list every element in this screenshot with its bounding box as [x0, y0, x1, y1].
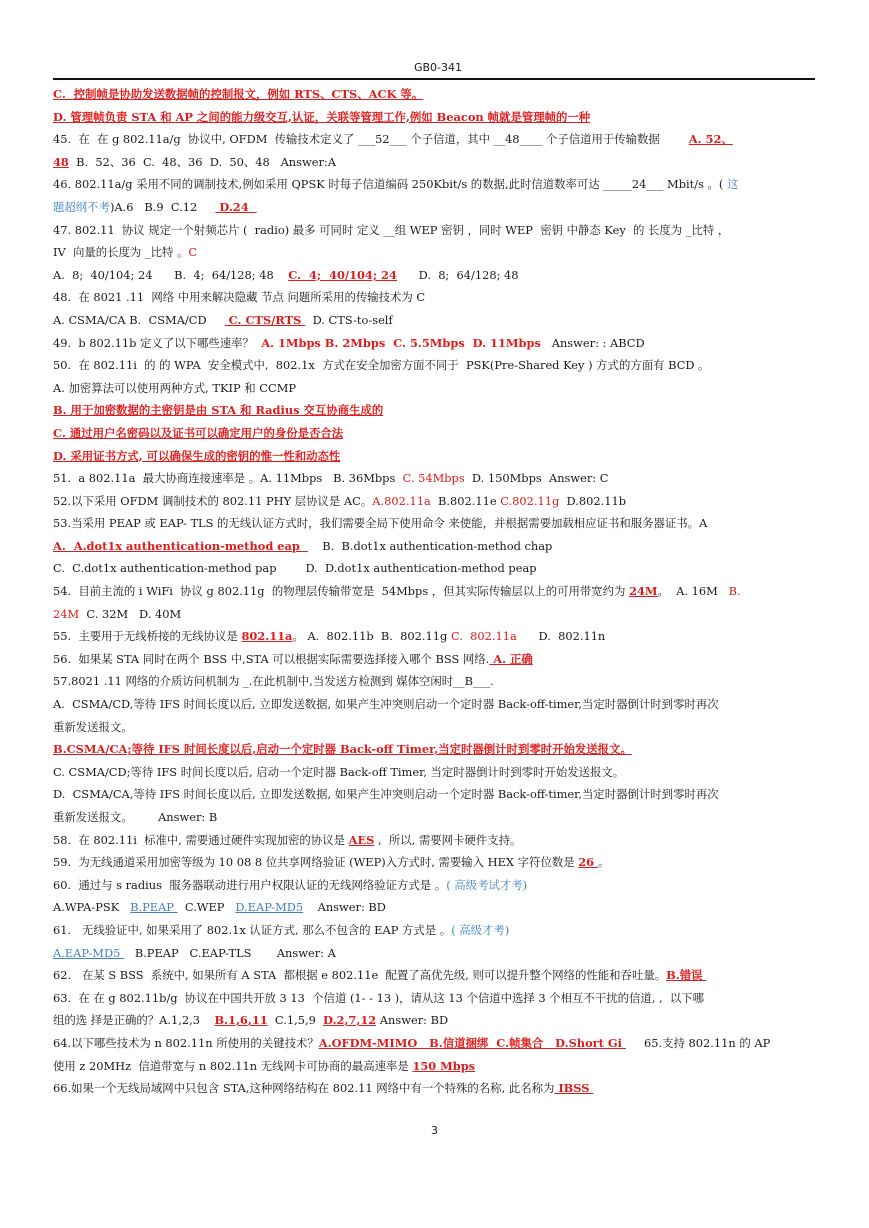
text-run: B.PEAP C.EAP-TLS Answer: A: [123, 945, 336, 960]
text-run: C. 32M D. 40M: [79, 606, 182, 621]
text-line: [53, 196, 823, 219]
page-header: GB0-341: [413, 61, 463, 74]
text-run: 58. 在 802.11i 标准中, 需要通过硬件实现加密的协议是: [53, 832, 349, 847]
text-run: D. 采用证书方式, 可以确保生成的密钥的惟一性和动态性: [53, 448, 341, 463]
text-run: 150 Mbps: [412, 1058, 476, 1073]
text-run: 题超纲不考: [53, 199, 110, 214]
text-line: [53, 490, 823, 513]
text-run: A.WPA-PSK: [53, 900, 131, 915]
text-line: [53, 128, 823, 151]
text-line: [53, 580, 823, 603]
text-run: C. 控制帧是协助发送数据帧的控制报文，例如 RTS、CTS、ACK 等。: [53, 87, 424, 101]
text-run: 51. a 802.11a 最大协商连接速率是 。A. 11Mbps B. 36Mbps: [53, 471, 403, 486]
text-line: [53, 648, 823, 671]
text-line: [53, 106, 823, 129]
text-run: D. 管理帧负责 STA 和 AP 之间的能力级交互,认证，关联等管理工作,例如 Beacon 帧就是管理帧的一种: [53, 109, 591, 124]
text-line: [53, 399, 823, 422]
text-run: A. 加密算法可以使用两种方式, TKIP 和 CCMP: [53, 380, 297, 395]
text-run: 重新发送报文。 Answer: B: [53, 810, 218, 824]
text-run: 48: [53, 154, 69, 169]
text-run: IV 向量的长度为 _比特 。: [53, 245, 189, 260]
text-line: [53, 693, 823, 716]
text-line: [53, 874, 823, 897]
text-run: Answer: BD: [376, 1013, 449, 1028]
text-run: A. 1Mbps B. 2Mbps C. 5.5Mbps D. 11Mbps: [261, 335, 541, 350]
text-line: [53, 716, 823, 739]
text-run: ( 高级考试才考): [446, 877, 528, 892]
text-run: D.24: [215, 199, 257, 214]
text-run: 45. 在 在 g 802.11a/g 协议中, OFDM 传输技术定义了 ___52___ 个子信道，其中 __48____ 个子信道用于传输数据: [53, 132, 689, 147]
text-run: 使用 z 20MHz 信道带宽与 n 802.11n 无线网卡可协商的最高速率是: [53, 1058, 413, 1073]
text-run: B.802.11e: [430, 493, 501, 508]
text-run: 59. 为无线通道采用加密等级为 10 08 8 位共享网络验证 (WEP)入方式时, 需要输入 HEX 字符位数是: [53, 855, 579, 870]
text-run: C.1,5,9: [267, 1013, 324, 1028]
text-run: A.EAP-MD5: [53, 945, 124, 960]
text-run: C.WEP: [177, 900, 236, 915]
text-line: [53, 83, 823, 106]
text-run: A. A.dot1x authentication-method eap: [53, 538, 308, 553]
text-run: A. 52、: [688, 132, 733, 147]
text-run: 61. 无线验证中, 如果采用了 802.1x 认证方式, 那么不包含的 EAP 方式是 。: [53, 922, 452, 937]
text-run: 46. 802.11a/g 采用不同的调制技术,例如采用 QPSK 时每子信道编码 250Kbit/s 的数据,此时信道数率可达 _____24___ Mbit/s 。(: [53, 177, 727, 192]
text-run: A. CSMA/CA B. CSMA/CD: [53, 312, 225, 327]
text-run: 。 A. 16M: [657, 584, 729, 599]
text-run: D. CTS-to-self: [305, 312, 393, 327]
text-run: ( 高级才考): [451, 922, 510, 937]
text-run: C. CTS/RTS: [224, 312, 306, 327]
text-run: 57.8021 .11 网络的介质访问机制为 _.在此机制中,当发送方检测到 媒体空闲时__B___.: [53, 674, 494, 689]
text-run: C. 54Mbps: [402, 471, 465, 486]
text-run: AES: [348, 832, 375, 847]
text-run: D. 8; 64/128; 48: [396, 267, 519, 282]
text-run: B.CSMA/CA;等待 IFS 时间长度以后,启动一个定时器 Back-off Timer,当定时器倒计时到零时开始发送报文。: [53, 742, 632, 757]
text-run: A.802.11a: [372, 493, 431, 508]
text-line: [53, 557, 823, 580]
text-line: [53, 761, 823, 784]
text-run: 54. 目前主流的 i WiFi 协议 g 802.11g 的物理层传输带宽是 54Mbps ，但其实际传输层以上的可用带宽约为: [53, 584, 630, 599]
text-run: 60. 通过与 s radius 服务器联动进行用户权限认证的无线网络验证方式是 。: [53, 877, 447, 892]
text-run: )A.6 B.9 C.12: [109, 199, 216, 214]
text-run: C. CSMA/CD;等待 IFS 时间长度以后, 启动一个定时器 Back-off Timer, 当定时器倒计时到零时开始发送报文。: [53, 764, 625, 779]
text-run: IBSS: [554, 1081, 594, 1096]
text-line: [53, 286, 823, 309]
text-run: 65.支持 802.11n 的 AP: [625, 1035, 771, 1050]
text-line: [53, 377, 823, 400]
text-run: D.EAP-MD5: [235, 900, 304, 915]
text-line: [53, 332, 823, 355]
text-run: 。: [598, 855, 610, 870]
text-run: Answer: BD: [303, 900, 386, 915]
text-line: [53, 919, 823, 942]
text-line: [53, 354, 823, 377]
text-line: [53, 738, 823, 761]
text-run: 47. 802.11 协议 规定一个射频芯片 ( radio) 最多 可同时 定义 __组 WEP 密钥 ，同时 WEP 密钥 中静态 Key 的 长度为 _比特 ，: [53, 222, 730, 237]
text-line: [53, 896, 823, 919]
text-run: B.: [728, 584, 741, 599]
text-run: 这: [726, 177, 739, 192]
text-line: [53, 942, 823, 965]
text-run: 53.当采用 PEAP 或 EAP- TLS 的无线认证方式时，我们需要全局下使用命令 来使能，并根据需要加载相应证书和服务器证书。A: [53, 516, 708, 531]
text-run: B. B.dot1x authentication-method chap: [307, 538, 553, 553]
text-run: 802.11a: [241, 629, 293, 644]
text-run: 63. 在 在 g 802.11b/g 协议在中国共开放 3 13 个信道 (1- - 13 )，请从这 13 个信道中选择 3 个相互不干扰的信道, , 以下哪: [53, 990, 705, 1005]
text-line: [53, 264, 823, 287]
text-line: [53, 535, 823, 558]
text-run: B.1,6,11: [214, 1013, 268, 1028]
text-line: [53, 603, 823, 626]
page-number: 3: [431, 1124, 438, 1137]
text-line: [53, 309, 823, 332]
text-run: 48. 在 8021 .11 网络 中用来解决隐藏 节点 问题所采用的传输技术为 C: [53, 290, 426, 305]
text-run: 重新发送报文。: [53, 719, 133, 734]
text-run: 24M: [629, 584, 658, 599]
text-run: 66.如果一个无线局域网中只包含 STA,这种网络结构在 802.11 网络中有一个特殊的名称, 此名称为: [53, 1081, 555, 1096]
text-run: 24M: [53, 606, 80, 621]
text-line: [53, 829, 823, 852]
text-run: B.错误: [666, 968, 707, 983]
text-run: , 所以, 需要网卡硬件支持。: [374, 832, 522, 847]
text-line: [53, 1009, 823, 1032]
text-run: D. CSMA/CA,等待 IFS 时间长度以后, 立即发送数据, 如果产生冲突则启动一个定时器 Back-off-timer,当定时器倒计时到零时再次: [53, 787, 719, 802]
text-run: 62. 在某 S BSS 系统中, 如果所有 A STA 都根据 e 802.11e 配置了高优先级, 则可以提升整个网络的性能和吞吐量。: [53, 968, 667, 983]
text-line: [53, 512, 823, 535]
text-run: C. 4; 40/104; 24: [288, 267, 397, 282]
text-run: 56. 如果某 STA 同时在两个 BSS 中,STA 可以根据实际需要选择接入哪个 BSS 网络.: [53, 651, 490, 666]
text-run: 55. 主要用于无线桥接的无线协议是: [53, 629, 242, 644]
text-run: 49. b 802.11b 定义了以下哪些速率？: [53, 335, 262, 350]
document-page: [53, 60, 823, 1100]
text-run: Answer: : ABCD: [540, 335, 645, 350]
text-run: 26: [578, 855, 599, 870]
text-line: [53, 851, 823, 874]
text-run: A.OFDM-MIMO B.信道捆绑 C.帧集合 D.Short Gi: [318, 1035, 626, 1050]
text-run: C.802.11g: [500, 493, 560, 508]
text-run: A. CSMA/CD,等待 IFS 时间长度以后, 立即发送数据, 如果产生冲突则启动一个定时器 Back-off-timer,当定时器倒计时到零时再次: [53, 697, 719, 712]
text-line: [53, 964, 823, 987]
text-line: [53, 806, 823, 829]
document-body: [53, 83, 823, 1100]
text-run: D. 150Mbps Answer: C: [464, 471, 609, 486]
text-run: D. 802.11n: [516, 629, 606, 644]
text-line: [53, 467, 823, 490]
text-run: 。 A. 802.11b B. 802.11g: [292, 629, 451, 644]
text-run: D.2,7,12: [323, 1013, 377, 1028]
text-line: [53, 987, 823, 1010]
text-run: D.802.11b: [559, 493, 627, 508]
text-line: [53, 422, 823, 445]
text-run: B. 52、36 C. 48、36 D. 50、48 Answer:A: [68, 154, 336, 169]
text-run: C. C.dot1x authentication-method pap D. D.dot1x authentication-method peap: [53, 561, 537, 576]
text-run: 64.以下哪些技术为 n 802.11n 所使用的关键技术？: [53, 1035, 319, 1050]
text-run: 52.以下采用 OFDM 调制技术的 802.11 PHY 层协议是 AC。: [53, 493, 373, 508]
text-line: [53, 151, 823, 174]
text-line: [53, 783, 823, 806]
text-line: [53, 173, 823, 196]
text-run: C. 通过用户名密码以及证书可以确定用户的身份是否合法: [53, 425, 344, 440]
text-run: C: [188, 245, 198, 260]
header-rule: [53, 78, 815, 80]
text-line: [53, 670, 823, 693]
text-run: B.PEAP: [130, 900, 178, 915]
text-run: 组的选 择是正确的？A.1,2,3: [53, 1013, 215, 1028]
text-line: [53, 241, 823, 264]
text-run: C. 802.11a: [450, 629, 517, 644]
text-line: [53, 1032, 823, 1055]
text-run: A. 8; 40/104; 24 B. 4; 64/128; 48: [53, 267, 289, 282]
text-run: 50. 在 802.11i 的 的 WPA 安全模式中, 802.1x 方式在安全加密方面不同于 PSK(Pre-Shared Key ) 方式的方面有 BCD 。: [53, 358, 710, 373]
text-line: [53, 1055, 823, 1078]
text-line: [53, 445, 823, 468]
text-run: B. 用于加密数据的主密钥是由 STA 和 Radius 交互协商生成的: [53, 403, 384, 418]
text-line: [53, 1077, 823, 1100]
text-run: A. 正确: [489, 651, 533, 666]
text-line: [53, 625, 823, 648]
text-line: [53, 219, 823, 242]
